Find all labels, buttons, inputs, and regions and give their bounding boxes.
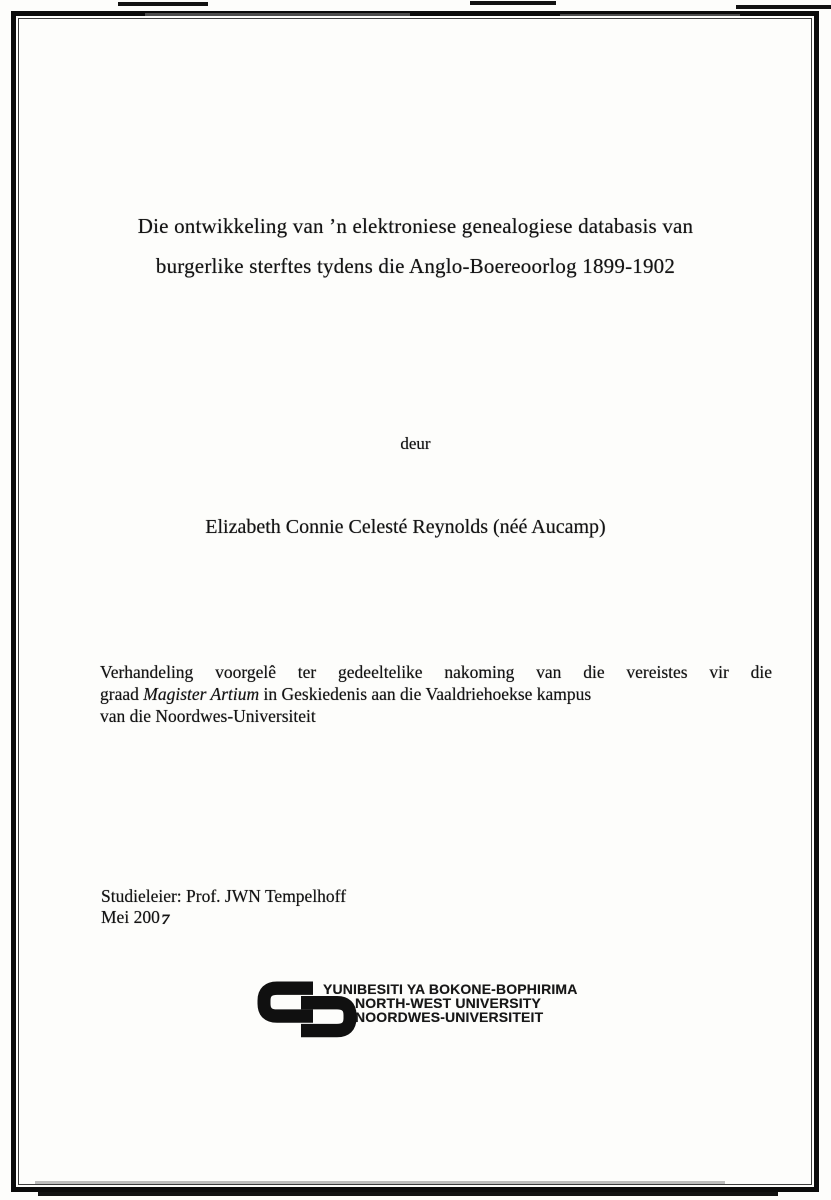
degree-statement [100,662,772,727]
byline: deur [400,434,431,453]
university-logo [257,980,587,1050]
degree-name-italic: Magister Artium [143,683,260,704]
thesis-title [40,206,791,286]
date-line [101,907,346,928]
university-logo-text [323,983,577,1024]
thesis-title-line-1: Die ontwikkeling van ’n elektroniese genealogiese databasis van [137,214,694,238]
degree-statement-line-2-suffix: in Geskiedenis aan die Vaaldriehoekse kampus [259,683,592,704]
date-prefix: Mei 200 [101,907,160,927]
author-name: Elizabeth Connie Celesté Reynolds (néé Aucamp) [205,516,606,538]
degree-statement-line-3: van die Noordwes-Universiteit [100,705,316,726]
university-name-afrikaans: NOORDWES-UNIVERSITEIT [355,1008,544,1025]
supervisor-block [101,886,346,928]
supervisor-line: Studieleier: Prof. JWN Tempelhoff [101,886,347,906]
university-name-setswana: YUNIBESITI YA BOKONE-BOPHIRIMA [323,981,578,997]
degree-statement-line-2-prefix: graad [100,683,144,704]
thesis-title-line-2: burgerlike sterftes tydens die Anglo-Boereoorlog 1899-1902 [155,254,676,278]
degree-statement-line-2 [100,684,772,706]
degree-statement-line-1: Verhandeling voorgelê ter gedeeltelike nakoming van die vereistes vir die [100,662,772,682]
university-name-english: NORTH-WEST UNIVERSITY [355,994,541,1011]
date-last-digit: 7 [159,910,171,928]
